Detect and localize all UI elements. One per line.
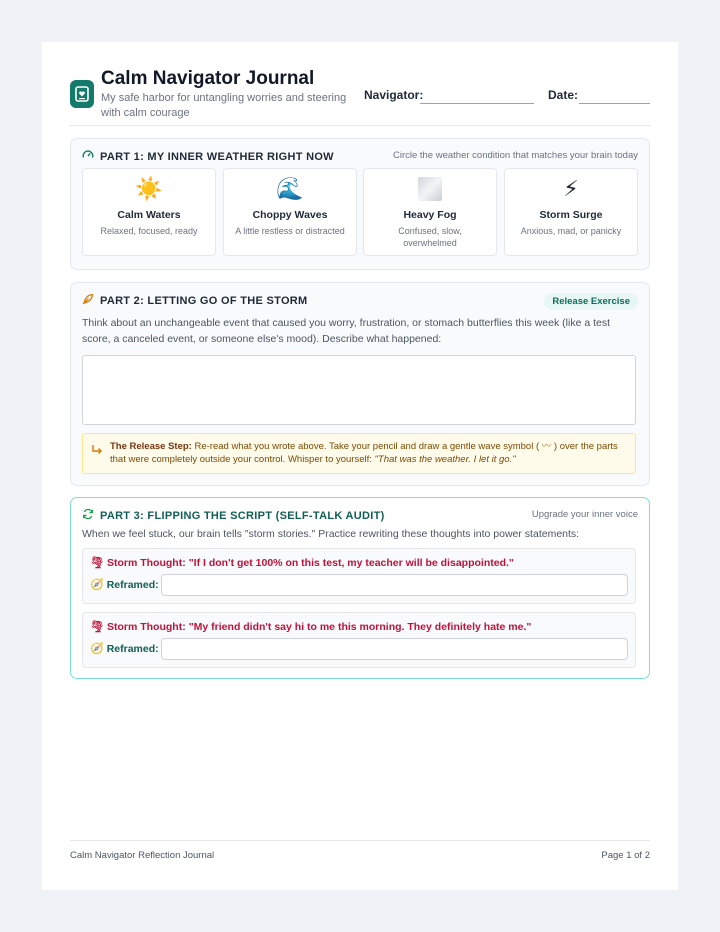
- storm-thought-text: "If I don't get 100% on this test, my teacher will be disappointed.": [188, 557, 514, 569]
- self-talk-item: [82, 612, 636, 668]
- weather-title: Storm Surge: [539, 209, 603, 221]
- corner-arrow-icon: [90, 443, 104, 457]
- part3-title: PART 3: FLIPPING THE SCRIPT (SELF-TALK AUDIT): [100, 510, 385, 522]
- reframed-label: Reframed:: [106, 579, 159, 591]
- weather-option-heavy-fog[interactable]: [363, 168, 497, 256]
- lightning-icon: ⚡: [563, 176, 579, 201]
- navigator-input-line[interactable]: [420, 103, 534, 104]
- page-title: Calm Navigator Journal: [101, 68, 315, 89]
- storm-thought-label: Storm Thought:: [106, 621, 186, 633]
- self-talk-item: [82, 548, 636, 604]
- storm-thought-text: "My friend didn't say hi to me this morning. They definitely hate me.": [188, 621, 532, 633]
- page-header: [70, 68, 650, 126]
- storm-description-textarea[interactable]: [82, 355, 636, 425]
- compass-icon: 🧭: [90, 578, 104, 591]
- part1-section: [70, 138, 650, 270]
- release-step-quote: "That was the weather. I let it go.": [374, 454, 516, 465]
- weather-desc: Confused, slow, overwhelmed: [398, 226, 462, 248]
- part1-title: PART 1: MY INNER WEATHER RIGHT NOW: [100, 151, 334, 163]
- part2-prompt: Think about an unchangeable event that caused you worry, frustration, or stomach butterflies this week (like a test score, a canceled event, or someone else's mood). Describe what happened:: [82, 317, 611, 345]
- weather-option-calm-waters[interactable]: [82, 168, 216, 256]
- weather-title: Choppy Waves: [252, 209, 328, 221]
- weather-title: Calm Waters: [117, 209, 181, 221]
- date-label: Date:: [548, 88, 579, 102]
- gauge-icon: [82, 148, 94, 166]
- weather-desc: A little restless or distracted: [235, 226, 345, 236]
- part1-note: Circle the weather condition that matches your brain today: [392, 150, 638, 161]
- sun-icon: ☀️: [135, 176, 163, 201]
- release-step-body: Re-read what you wrote above. Take your pencil and draw a gentle wave symbol ( 〰 ) over the parts that were completely outside your control. Whisper to yourself:: [110, 441, 618, 465]
- feather-icon: [82, 292, 94, 310]
- weather-desc: Relaxed, focused, ready: [100, 226, 198, 236]
- release-step-callout: [82, 433, 636, 474]
- footer-title: Calm Navigator Reflection Journal: [70, 850, 215, 861]
- part3-prompt: When we feel stuck, our brain tells "storm stories." Practice rewriting these thoughts into power statements:: [82, 528, 580, 540]
- part3-section: [70, 497, 650, 679]
- part2-title: PART 2: LETTING GO OF THE STORM: [100, 295, 308, 307]
- reframed-label: Reframed:: [106, 643, 159, 655]
- page-subtitle: My safe harbor for untangling worries and steering with calm courage: [101, 92, 347, 119]
- date-input-line[interactable]: [579, 103, 650, 104]
- page-number: Page 1 of 2: [601, 850, 650, 861]
- storm-cloud-icon: 🌪: [90, 556, 104, 569]
- fog-icon: [418, 177, 442, 201]
- weather-option-storm-surge[interactable]: [504, 168, 638, 256]
- refresh-icon: [82, 507, 94, 525]
- journal-page: [42, 42, 678, 890]
- reframed-input[interactable]: [161, 574, 628, 596]
- storm-thought-label: Storm Thought:: [106, 557, 186, 569]
- page-footer: [70, 840, 650, 861]
- storm-cloud-icon: 🌪: [90, 620, 104, 633]
- release-step-label: The Release Step:: [110, 441, 192, 452]
- part3-note: Upgrade your inner voice: [531, 509, 638, 520]
- release-exercise-badge: Release Exercise: [544, 293, 638, 310]
- part2-section: [70, 282, 650, 486]
- reframed-input[interactable]: [161, 638, 628, 660]
- release-step-text: [110, 440, 621, 466]
- compass-icon: 🧭: [90, 642, 104, 655]
- wave-icon: 🌊: [276, 176, 304, 201]
- journal-logo-icon: [70, 80, 94, 108]
- weather-title: Heavy Fog: [403, 209, 457, 221]
- weather-desc: Anxious, mad, or panicky: [520, 226, 622, 236]
- navigator-label: Navigator:: [364, 88, 424, 102]
- weather-option-choppy-waves[interactable]: [223, 168, 357, 256]
